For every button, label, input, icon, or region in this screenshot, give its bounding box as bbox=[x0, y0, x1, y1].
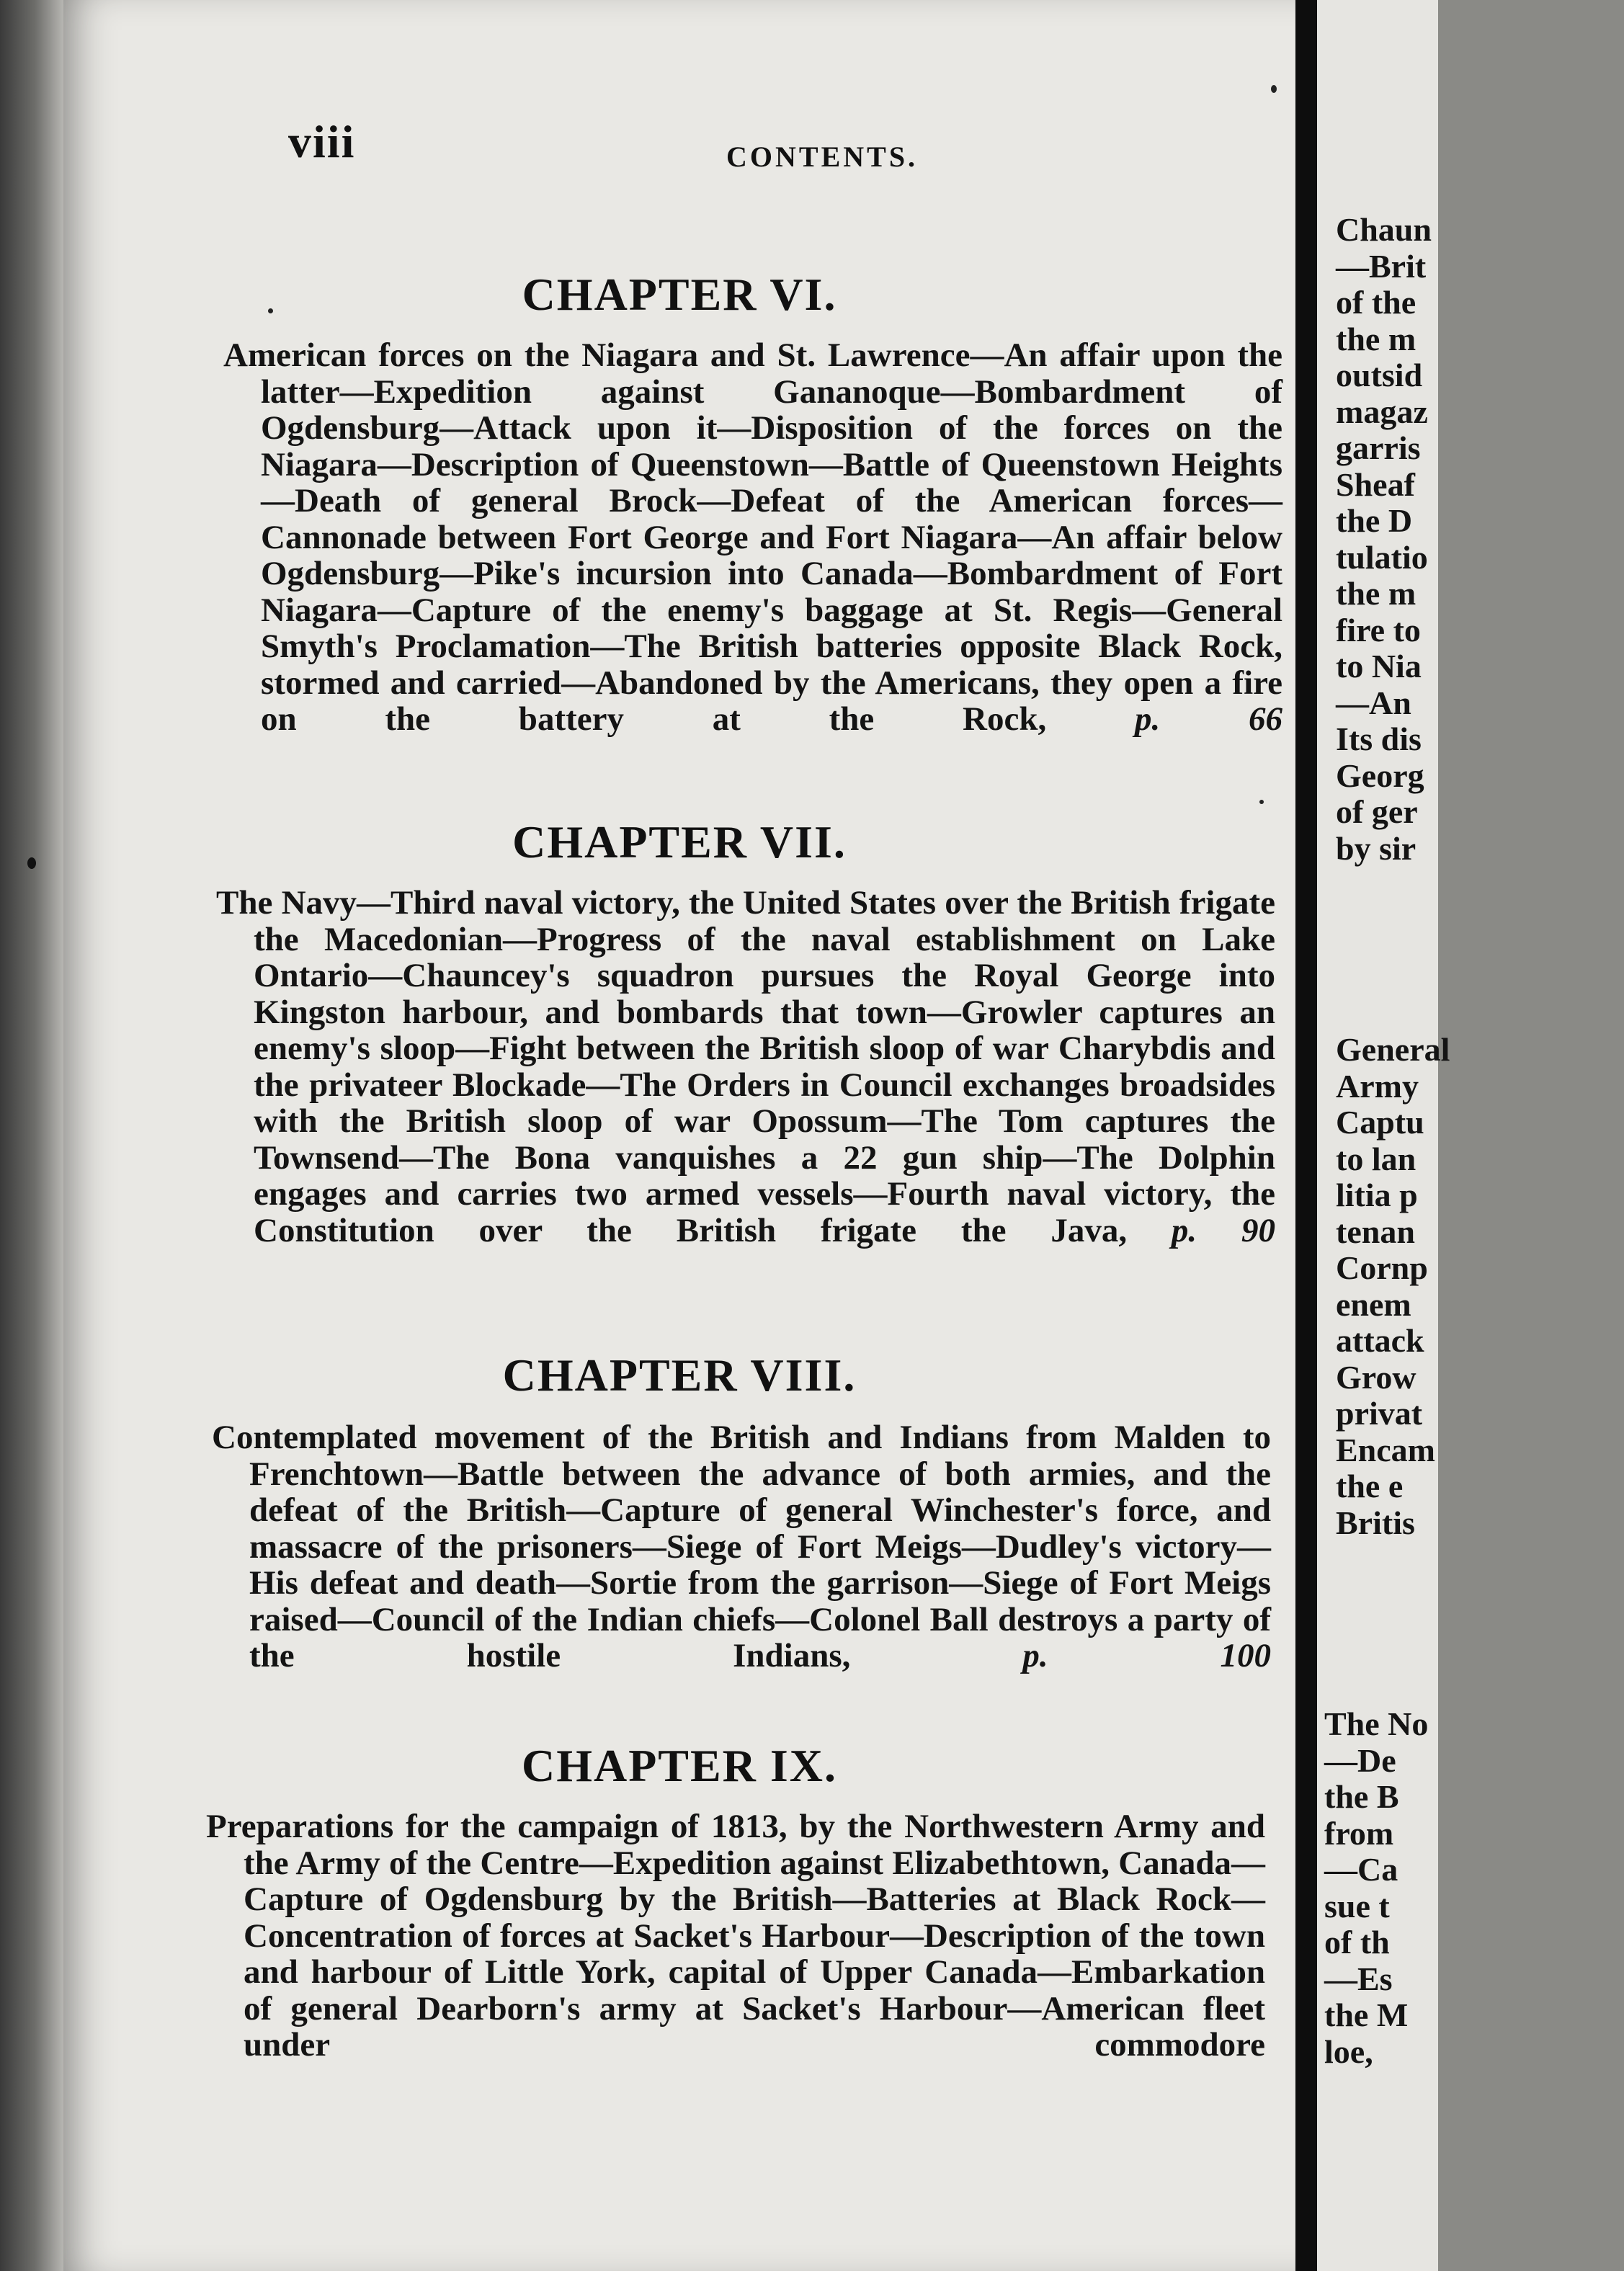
chapter-summary-viii bbox=[212, 1419, 1271, 1674]
print-speck bbox=[1259, 800, 1264, 804]
summary-text: Preparations for the campaign of 1813, by the Northwestern Army and the Army of the Centre—Expedition against Elizabethtown, Canada—Capture of Ogdensburg by the British—Batteries at Black Rock—Concentration of forces at Sacket's Harbour—Description of the town and harbour of Little York, capital of Upper Canada—Embarkation of general Dearborn's army at Sacket's Harbour—American fleet under commodore bbox=[206, 1808, 1265, 2063]
chapter-heading-viii: CHAPTER VIII. bbox=[502, 1349, 857, 1401]
facing-page-text: General Army Captu to lan litia p tenan Cornp enem attack Grow privat Encam the e Britis bbox=[1336, 1031, 1450, 1541]
book-page bbox=[63, 0, 1295, 2271]
chapter-heading-ix: CHAPTER IX. bbox=[521, 1740, 838, 1791]
chapter-summary-ix bbox=[206, 1808, 1265, 2063]
print-speck bbox=[268, 308, 273, 313]
facing-page-text: Chaun —Brit of the the m outsid magaz garris Sheaf the D tulatio the m fire to to Nia —An Its dis Georg of ger by sir bbox=[1336, 211, 1432, 867]
page-spine-shadow bbox=[0, 0, 63, 2271]
summary-text: The Navy—Third naval victory, the United States over the British frigate the Macedonian—Progress of the naval establishment on Lake Ontario—Chauncey's squadron pursues the Royal George into Kingston harbour, and bombards that town—Growler captures an enemy's sloop—Fight between the British sloop of war Charybdis and the privateer Blockade—The Orders in Council exchanges broadsides with the British sloop of war Opossum—The Tom captures the Townsend—The Bona vanquishes a 22 gun ship—The Dolphin engages and carries two armed vessels—Fourth naval victory, the Constitution over the British frigate the Java, bbox=[216, 884, 1275, 1249]
chapter-summary-vi bbox=[223, 337, 1282, 738]
chapter-heading-vi: CHAPTER VI. bbox=[522, 269, 837, 320]
chapter-summary-vii bbox=[216, 885, 1275, 1249]
page-reference: p. 90 bbox=[1171, 1211, 1275, 1249]
page-reference: p. 66 bbox=[1135, 700, 1283, 738]
print-speck bbox=[1271, 85, 1277, 93]
book-gutter bbox=[1295, 0, 1317, 2271]
page-reference: p. 100 bbox=[1022, 1637, 1272, 1674]
summary-text: American forces on the Niagara and St. Lawrence—An affair upon the latter—Expedition against Gananoque—Bombardment of Ogdensburg—Attack upon it—Disposition of the forces on the Niagara—Description of Queenstown—Battle of Queenstown Heights—Death of general Brock—Defeat of the American forces—Cannonade between Fort George and Fort Niagara—An affair below Ogdensburg—Pike's incursion into Canada—Bombardment of Fort Niagara—Capture of the enemy's baggage at St. Regis—General Smyth's Proclamation—The British batteries opposite Black Rock, stormed and carried—Abandoned by the Americans, they open a fire on the battery at the Rock, bbox=[223, 336, 1282, 738]
page-number: viii bbox=[288, 116, 356, 167]
print-speck bbox=[27, 857, 36, 869]
running-title: CONTENTS. bbox=[726, 140, 919, 173]
chapter-heading-vii: CHAPTER VII. bbox=[512, 816, 847, 867]
facing-page bbox=[1317, 0, 1450, 2271]
summary-text: Contemplated movement of the British and Indians from Malden to Frenchtown—Battle between the advance of both armies, and the defeat of the British—Capture of general Winchester's force, and massacre of the prisoners—Siege of Fort Meigs—Dudley's victory—His defeat and death—Sortie from the garrison—Siege of Fort Meigs raised—Council of the Indian chiefs—Colonel Ball destroys a party of the hostile Indians, bbox=[212, 1419, 1271, 1674]
facing-page-text: The No —De the B from —Ca sue t of th —Es the M loe, bbox=[1324, 1705, 1429, 2070]
